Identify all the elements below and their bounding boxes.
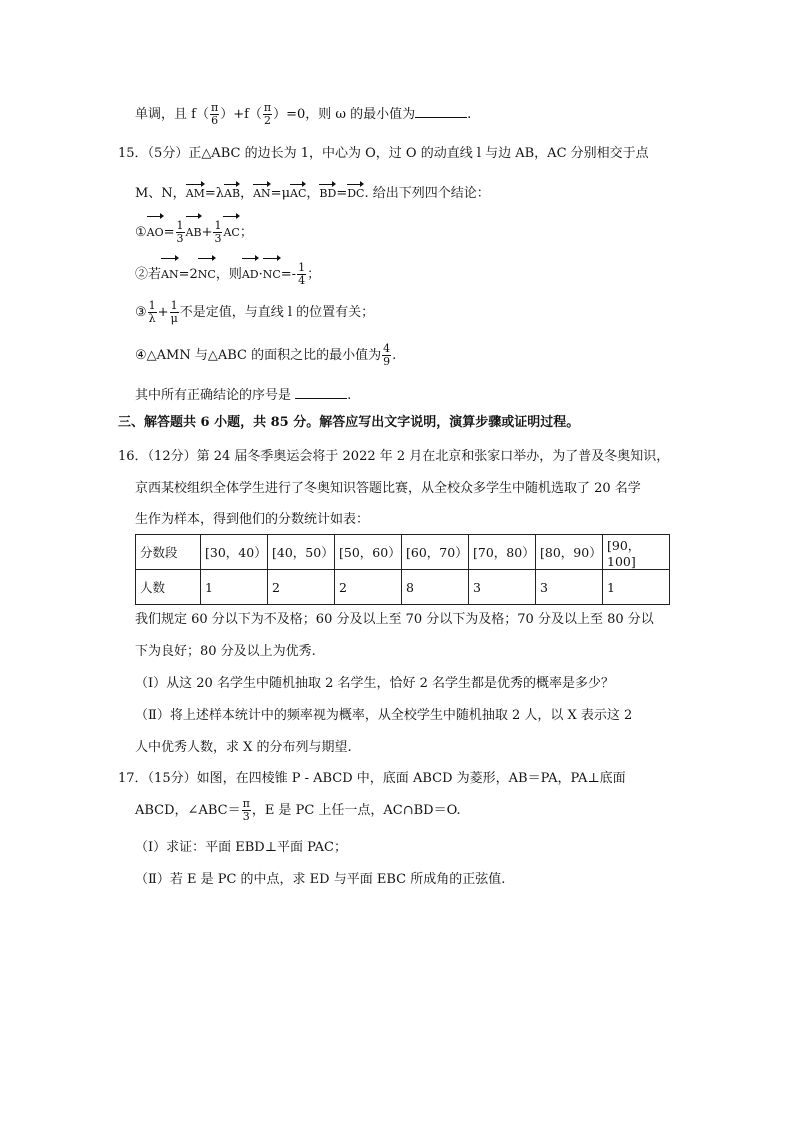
table-cell: 8 (402, 570, 469, 605)
table-cell: [70，80） (469, 535, 536, 570)
fraction (210, 102, 219, 127)
denominator: λ (148, 312, 156, 325)
answer-blank (295, 386, 347, 399)
text: 其中所有正确结论的序号是 (135, 388, 292, 403)
question-16-part-2b: 人中优秀人数，求 X 的分布列与期望. (135, 740, 352, 755)
table-cell: 1 (201, 570, 268, 605)
question-15-option-1 (135, 214, 253, 248)
question-16-part-1: （Ⅰ）从这 20 名学生中随机抽取 2 名学生，恰好 2 名学生都是优秀的概率是多少？ (135, 676, 615, 691)
denominator: μ (170, 312, 178, 325)
question-17-head: 17．（15分）如图，在四棱锥 P - ABCD 中，底面 ABCD 为菱形，AB＝PA，PA⊥底面 (118, 771, 626, 786)
vector: NC (263, 256, 281, 290)
table-cell: 人数 (136, 570, 201, 605)
fraction (297, 262, 306, 287)
vector: NC (198, 256, 216, 290)
text: 单调，且 f（ (135, 107, 209, 122)
text: 不是定值，与直线 l 的位置有关； (179, 305, 375, 320)
text: · (258, 267, 263, 282)
fraction (176, 220, 185, 245)
text: . (347, 388, 352, 403)
vector: AD (242, 256, 259, 290)
text: ）+f（ (220, 107, 262, 122)
text: + (157, 305, 169, 320)
vector: AN (161, 256, 179, 290)
vector: AO (147, 214, 164, 248)
denominator: 2 (264, 114, 272, 127)
question-17-part-2: （Ⅱ）若 E 是 PC 的中点，求 ED 与平面 EBC 所成角的正弦值. (135, 872, 506, 887)
table-cell: [90，100] (603, 535, 670, 570)
text: ④△AMN 与△ABC 的面积之比的最小值为 (135, 348, 382, 363)
denominator: 6 (211, 114, 219, 127)
section-3-heading: 三、解答题共 6 小题，共 85 分。解答应写出文字说明，演算步骤或证明过程。 (118, 415, 580, 430)
numerator: 1 (214, 219, 222, 232)
vector: BD (319, 182, 336, 202)
fraction (382, 343, 391, 368)
question-16-rule-1: 我们规定 60 分以下为不及格；60 分及以上至 70 分以下为及格；70 分及以上至 80 分以 (135, 612, 654, 627)
vector: AB (224, 182, 240, 202)
text: . (392, 348, 397, 363)
text: =μ (270, 186, 291, 201)
text: . (467, 107, 472, 122)
text: ，则 (215, 267, 242, 282)
question-15-head: 15．（5分）正△ABC 的边长为 1，中心为 O，过 O 的动直线 l 与边 AB，AC 分别相交于点 (118, 146, 649, 161)
question-15-option-4 (135, 341, 396, 371)
table-cell: [60，70） (402, 535, 469, 570)
text: ； (239, 225, 253, 240)
denominator: 3 (214, 232, 222, 245)
vector: DC (347, 182, 364, 202)
question-15-answer-line (135, 386, 351, 404)
question-15-line2 (135, 182, 490, 202)
table-cell: 1 (603, 570, 670, 605)
table-header-row (136, 535, 670, 570)
score-table (135, 534, 670, 605)
table-cell: [80，90） (536, 535, 603, 570)
fraction (148, 300, 157, 325)
question-16-rule-2: 下为良好；80 分及以上为优秀. (135, 644, 316, 659)
table-cell: 2 (335, 570, 402, 605)
numerator: 1 (170, 299, 178, 312)
text: . 给出下列四个结论： (364, 186, 490, 201)
text: ， (240, 186, 254, 201)
numerator: π (242, 797, 250, 810)
table-cell: [50，60） (335, 535, 402, 570)
option-mark: ① (135, 225, 147, 240)
vector: AC (223, 214, 239, 248)
numerator: π (210, 101, 219, 114)
answer-blank (415, 105, 467, 118)
denominator: 3 (176, 232, 184, 245)
option-mark: ②若 (135, 267, 162, 282)
vector: AM (186, 182, 205, 202)
text: ， (306, 186, 320, 201)
text: ABCD，∠ABC＝ (135, 803, 241, 818)
table-cell: 3 (469, 570, 536, 605)
question-16-head: 16．（12分）第 24 届冬季奥运会将于 2022 年 2 月在北京和张家口举办，为了普及冬奥知识， (118, 449, 670, 464)
text: ）=0，则 ω 的最小值为 (273, 107, 416, 122)
text: = (163, 225, 175, 240)
text: ，E 是 PC 上任一点，AC∩BD＝O. (251, 803, 461, 818)
text: =2 (178, 267, 198, 282)
vector: AB (186, 214, 202, 248)
question-16-part-2a: （Ⅱ）将上述样本统计中的频率视为概率，从全校学生中随机抽取 2 人，以 X 表示这 2 (135, 708, 633, 723)
fraction (170, 300, 179, 325)
fraction (242, 798, 251, 823)
numerator: 4 (383, 342, 391, 355)
question-16-line2: 京西某校组织全体学生进行了冬奥知识答题比赛，从全校众多学生中随机选取了 20 名学 (135, 481, 641, 496)
numerator: 1 (148, 299, 156, 312)
table-cell: [40，50） (268, 535, 335, 570)
fraction (213, 220, 222, 245)
text: + (201, 225, 213, 240)
question-16-line3: 生作为样本，得到他们的分数统计如表： (135, 512, 370, 527)
fraction (263, 102, 272, 127)
table-row (136, 570, 670, 605)
question-15-option-2 (135, 256, 320, 290)
numerator: 1 (298, 261, 306, 274)
numerator: 1 (176, 219, 184, 232)
denominator: 4 (298, 274, 306, 287)
question-17-line2 (135, 796, 461, 826)
question-15-option-3 (135, 298, 374, 328)
text: = (336, 186, 348, 201)
text: ； (307, 267, 321, 282)
text: =λ (204, 186, 225, 201)
text: M、N， (135, 186, 186, 201)
table-cell: 分数段 (136, 535, 201, 570)
vector: AC (290, 182, 306, 202)
text: =- (280, 267, 297, 282)
table-cell: 3 (536, 570, 603, 605)
question-17-part-1: （Ⅰ）求证：平面 EBD⊥平面 PAC； (135, 840, 347, 855)
numerator: π (263, 101, 272, 114)
option-mark: ③ (135, 305, 147, 320)
denominator: 3 (242, 810, 250, 823)
table-cell: [30，40） (201, 535, 268, 570)
vector: AN (253, 182, 271, 202)
denominator: 9 (383, 355, 391, 368)
question-14-continuation (135, 100, 471, 130)
table-cell: 2 (268, 570, 335, 605)
